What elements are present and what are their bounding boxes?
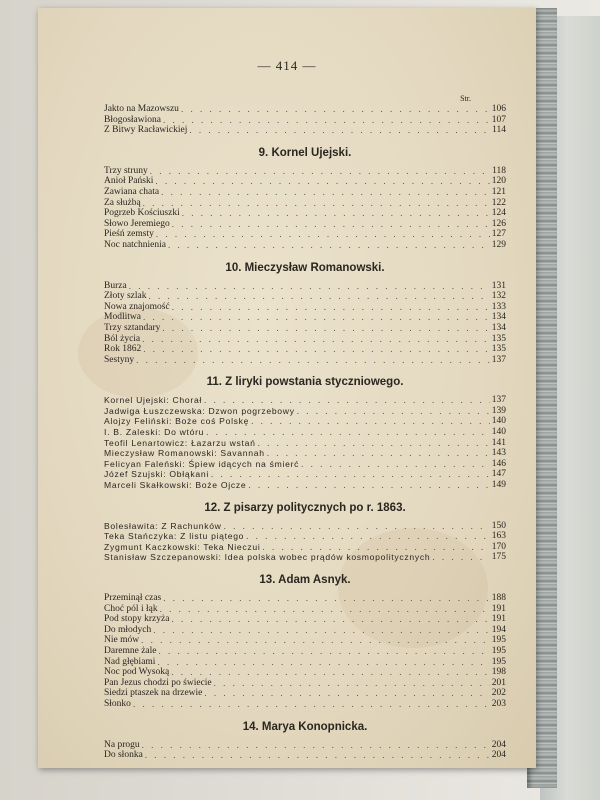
toc-entry: [104, 531, 506, 542]
toc-entry-title: Siedzi ptaszek na drzewie: [104, 688, 203, 699]
page-number: — 414 —: [257, 58, 317, 73]
leader-dots: [246, 531, 490, 542]
toc-entry-title: Alojzy Feliński: Boże coś Polskę: [104, 416, 250, 427]
toc-entry-page: 191: [491, 614, 506, 625]
toc-entry: [104, 667, 506, 678]
toc-entry-page: 195: [491, 635, 506, 646]
toc-entry: [104, 427, 506, 438]
leader-dots: [211, 469, 490, 480]
toc-entry-title: Pod stopy krzyża: [104, 614, 170, 625]
toc-entry-page: 147: [491, 469, 506, 480]
toc-entry: [104, 657, 506, 668]
toc-entry-page: 204: [491, 739, 506, 750]
toc-entry: [104, 459, 506, 470]
leader-dots: [158, 646, 489, 657]
toc-entry: [104, 176, 506, 187]
toc-entry: [104, 646, 506, 657]
leader-dots: [262, 542, 489, 553]
toc-entry: [104, 312, 506, 323]
toc-entry-page: 121: [491, 186, 506, 197]
toc-entry-page: 195: [491, 645, 506, 656]
toc-entry: [104, 291, 506, 302]
leader-dots: [206, 427, 490, 438]
toc-entry-title: Pan Jezus chodzi po świecie: [104, 677, 212, 688]
toc-entry-title: Ból życia: [104, 333, 141, 344]
toc-entry-title: Przeminął czas: [104, 593, 162, 603]
leader-dots: [258, 438, 490, 449]
toc-entry-title: Noc natchnienia: [104, 239, 166, 250]
toc-entry-title: Za służbą: [104, 197, 141, 208]
toc-entry-page: 140: [491, 416, 506, 427]
toc-entry-page: 201: [491, 677, 506, 688]
toc-entry-page: 132: [491, 291, 506, 302]
leader-dots: [267, 448, 490, 459]
leader-dots: [141, 635, 490, 646]
leader-dots: [248, 480, 489, 491]
toc-entry: [104, 521, 506, 532]
toc-entry-title: Złoty szlak: [104, 291, 147, 302]
toc-entry-title: Błogosławiona: [104, 114, 161, 125]
toc-entry-title: Pieśń zemsty: [104, 229, 154, 240]
toc-entry-page: 194: [491, 624, 506, 635]
leader-dots: [172, 302, 490, 313]
toc-entry-page: 202: [491, 688, 506, 699]
toc-entry-title: Modlitwa: [104, 312, 141, 323]
toc-entry-page: 150: [491, 520, 506, 531]
toc-entry-page: 204: [491, 750, 506, 761]
toc-entry-page: 134: [491, 322, 506, 333]
leader-dots: [160, 604, 490, 615]
leader-dots: [224, 521, 490, 532]
toc-entry-page: 198: [491, 667, 506, 678]
toc-entry-page: 137: [491, 395, 506, 406]
leader-dots: [168, 240, 490, 251]
toc-entry-page: 191: [491, 603, 506, 614]
toc-entry-title: Do słonka: [104, 750, 143, 761]
leader-dots: [142, 334, 490, 345]
toc-entry: [104, 302, 506, 313]
toc-entry-page: 118: [492, 165, 506, 176]
toc-entry: [104, 699, 506, 710]
toc-entry: [104, 448, 506, 459]
toc-entry-title: I. B. Zaleski: Do wtóru: [104, 427, 205, 438]
leader-dots: [148, 291, 489, 302]
toc-entry-title: Nie mów: [104, 635, 140, 646]
toc-entry-page: 146: [491, 458, 506, 469]
toc-entry: [104, 395, 506, 406]
leader-dots: [153, 625, 490, 636]
toc-entry-title: Teofil Lenartowicz: Łazarzu wstań: [104, 437, 256, 448]
toc-entry-page: 107: [491, 114, 506, 125]
toc-entry-page: 139: [491, 405, 506, 416]
section-heading: 12. Z pisarzy politycznych po r. 1863.: [204, 501, 406, 514]
leader-dots: [155, 176, 489, 187]
leader-dots: [133, 699, 490, 710]
toc-entry-page: 149: [491, 480, 506, 491]
toc-entry-page: 170: [491, 541, 506, 552]
toc-entry-title: Zawiana chata: [104, 186, 160, 197]
toc-entry-title: Choć pól i łąk: [104, 603, 158, 614]
toc-entry-title: Słowo Jeremiego: [104, 218, 170, 229]
toc-entry: [104, 750, 506, 761]
table-of-contents: [104, 104, 506, 761]
toc-entry: [104, 125, 506, 136]
toc-entry: [104, 604, 506, 615]
leader-dots: [142, 740, 490, 751]
toc-entry: [104, 229, 506, 240]
page-column-label: Str.: [460, 94, 471, 103]
leader-dots: [172, 219, 490, 230]
toc-entry-page: 126: [491, 218, 506, 229]
toc-entry-title: Z Bitwy Racławickiej: [104, 125, 188, 136]
toc-entry-page: 124: [491, 208, 506, 219]
toc-entry: [104, 281, 506, 292]
toc-entry-title: Mieczysław Romanowski: Savannah: [104, 448, 265, 459]
toc-entry-title: Felicyan Faleński: Śpiew idących na śmierć: [104, 458, 300, 469]
leader-dots: [156, 229, 490, 240]
leader-dots: [181, 104, 490, 115]
leader-dots: [297, 406, 490, 417]
toc-entry-page: 133: [491, 301, 506, 312]
toc-entry: [104, 678, 506, 689]
toc-entry: [104, 344, 506, 355]
toc-entry: [104, 416, 506, 427]
leader-dots: [163, 593, 490, 604]
toc-entry-title: Nowa znajomość: [104, 301, 170, 312]
toc-entry-page: 135: [491, 333, 506, 344]
leader-dots: [301, 459, 490, 470]
leader-dots: [251, 416, 490, 427]
toc-entry-page: 129: [491, 239, 506, 250]
leader-dots: [182, 208, 490, 219]
toc-entry-page: 140: [491, 427, 506, 438]
book-page: [38, 8, 536, 768]
toc-entry-title: Do młodych: [104, 624, 152, 635]
toc-entry-page: 134: [491, 312, 506, 323]
leader-dots: [189, 125, 490, 136]
toc-entry: [104, 614, 506, 625]
leader-dots: [161, 187, 490, 198]
toc-entry-title: Józef Szujski: Obłąkani: [104, 469, 209, 480]
leader-dots: [171, 667, 490, 678]
toc-entry: [104, 323, 506, 334]
leader-dots: [162, 323, 489, 334]
toc-entry: [104, 355, 506, 366]
toc-entry: [104, 740, 506, 751]
toc-entry: [104, 688, 506, 699]
toc-entry-page: 120: [491, 176, 506, 187]
toc-entry-page: 114: [492, 125, 506, 136]
toc-entry-title: Daremne żale: [104, 645, 157, 656]
toc-entry-page: 137: [491, 354, 506, 365]
toc-entry: [104, 187, 506, 198]
toc-entry: [104, 593, 506, 604]
toc-entry-page: 143: [491, 448, 506, 459]
toc-entry-title: Na progu: [104, 739, 140, 750]
section-heading: 14. Marya Konopnicka.: [242, 720, 368, 733]
leader-dots: [214, 678, 490, 689]
toc-entry-title: Trzy struny: [104, 165, 148, 176]
leader-dots: [143, 198, 490, 209]
toc-entry: [104, 542, 506, 553]
toc-entry: [104, 406, 506, 417]
toc-entry: [104, 552, 506, 563]
toc-entry-title: Anioł Pański: [104, 176, 154, 187]
toc-entry-page: 141: [491, 437, 506, 448]
section-heading: 10. Mieczysław Romanowski.: [225, 261, 385, 274]
toc-entry-title: Rok 1862: [104, 344, 142, 355]
toc-entry-title: Sestyny: [104, 354, 135, 365]
toc-entry-page: 127: [491, 229, 506, 240]
leader-dots: [136, 355, 490, 366]
toc-entry-title: Kornel Ujejski: Chorał: [104, 395, 203, 406]
section-heading: 13. Adam Asnyk.: [259, 574, 351, 586]
toc-entry: [104, 334, 506, 345]
toc-entry-page: 122: [491, 197, 506, 208]
toc-entry-page: 175: [491, 552, 506, 563]
toc-entry-title: Bolesławita: Z Rachunków: [104, 520, 222, 531]
toc-entry-title: Nad głębiami: [104, 656, 156, 667]
leader-dots: [171, 614, 489, 625]
toc-entry: [104, 104, 506, 115]
toc-entry-page: 195: [491, 656, 506, 667]
leader-dots: [143, 312, 490, 323]
toc-entry-title: Stanisław Szczepanowski: Idea polska wobec prądów kosmopolitycznych: [104, 552, 431, 563]
toc-entry-title: Jadwiga Łuszczewska: Dzwon pogrzebowy: [104, 405, 295, 416]
leader-dots: [163, 115, 490, 126]
toc-entry-title: Trzy sztandary: [104, 322, 161, 333]
leader-dots: [145, 750, 490, 761]
toc-entry: [104, 240, 506, 251]
leader-dots: [129, 281, 490, 292]
toc-entry-page: 163: [491, 531, 506, 542]
toc-entry: [104, 208, 506, 219]
section-heading: 9. Kornel Ujejski.: [258, 146, 352, 159]
toc-entry: [104, 115, 506, 126]
toc-entry-title: Teka Stańczyka: Z listu piątego: [104, 531, 245, 542]
toc-entry-title: Burza: [104, 280, 127, 291]
toc-entry-page: 131: [491, 280, 506, 291]
toc-entry-title: Słonko: [104, 698, 131, 709]
section-heading: 11. Z liryki powstania styczniowego.: [206, 376, 404, 389]
leader-dots: [204, 395, 490, 406]
toc-entry-title: Noc pod Wysoką: [104, 667, 170, 678]
toc-entry-page: 188: [491, 593, 506, 603]
toc-entry-page: 106: [491, 104, 506, 114]
toc-entry: [104, 198, 506, 209]
toc-entry: [104, 219, 506, 230]
toc-entry-title: Marceli Skałkowski: Boże Ojcze: [104, 480, 247, 491]
toc-entry: [104, 166, 506, 177]
toc-entry: [104, 480, 506, 491]
leader-dots: [143, 344, 490, 355]
leader-dots: [157, 657, 489, 668]
leader-dots: [150, 166, 490, 177]
toc-entry: [104, 625, 506, 636]
toc-entry-page: 135: [491, 344, 506, 355]
toc-entry: [104, 469, 506, 480]
toc-entry: [104, 635, 506, 646]
toc-entry: [104, 438, 506, 449]
leader-dots: [432, 552, 489, 563]
leader-dots: [204, 688, 489, 699]
toc-entry-title: Jakto na Mazowszu: [104, 104, 179, 114]
toc-entry-page: 203: [491, 698, 506, 709]
toc-entry-title: Zygmunt Kaczkowski: Teka Nieczui: [104, 541, 261, 552]
toc-entry-title: Pogrzeb Kościuszki: [104, 208, 180, 219]
